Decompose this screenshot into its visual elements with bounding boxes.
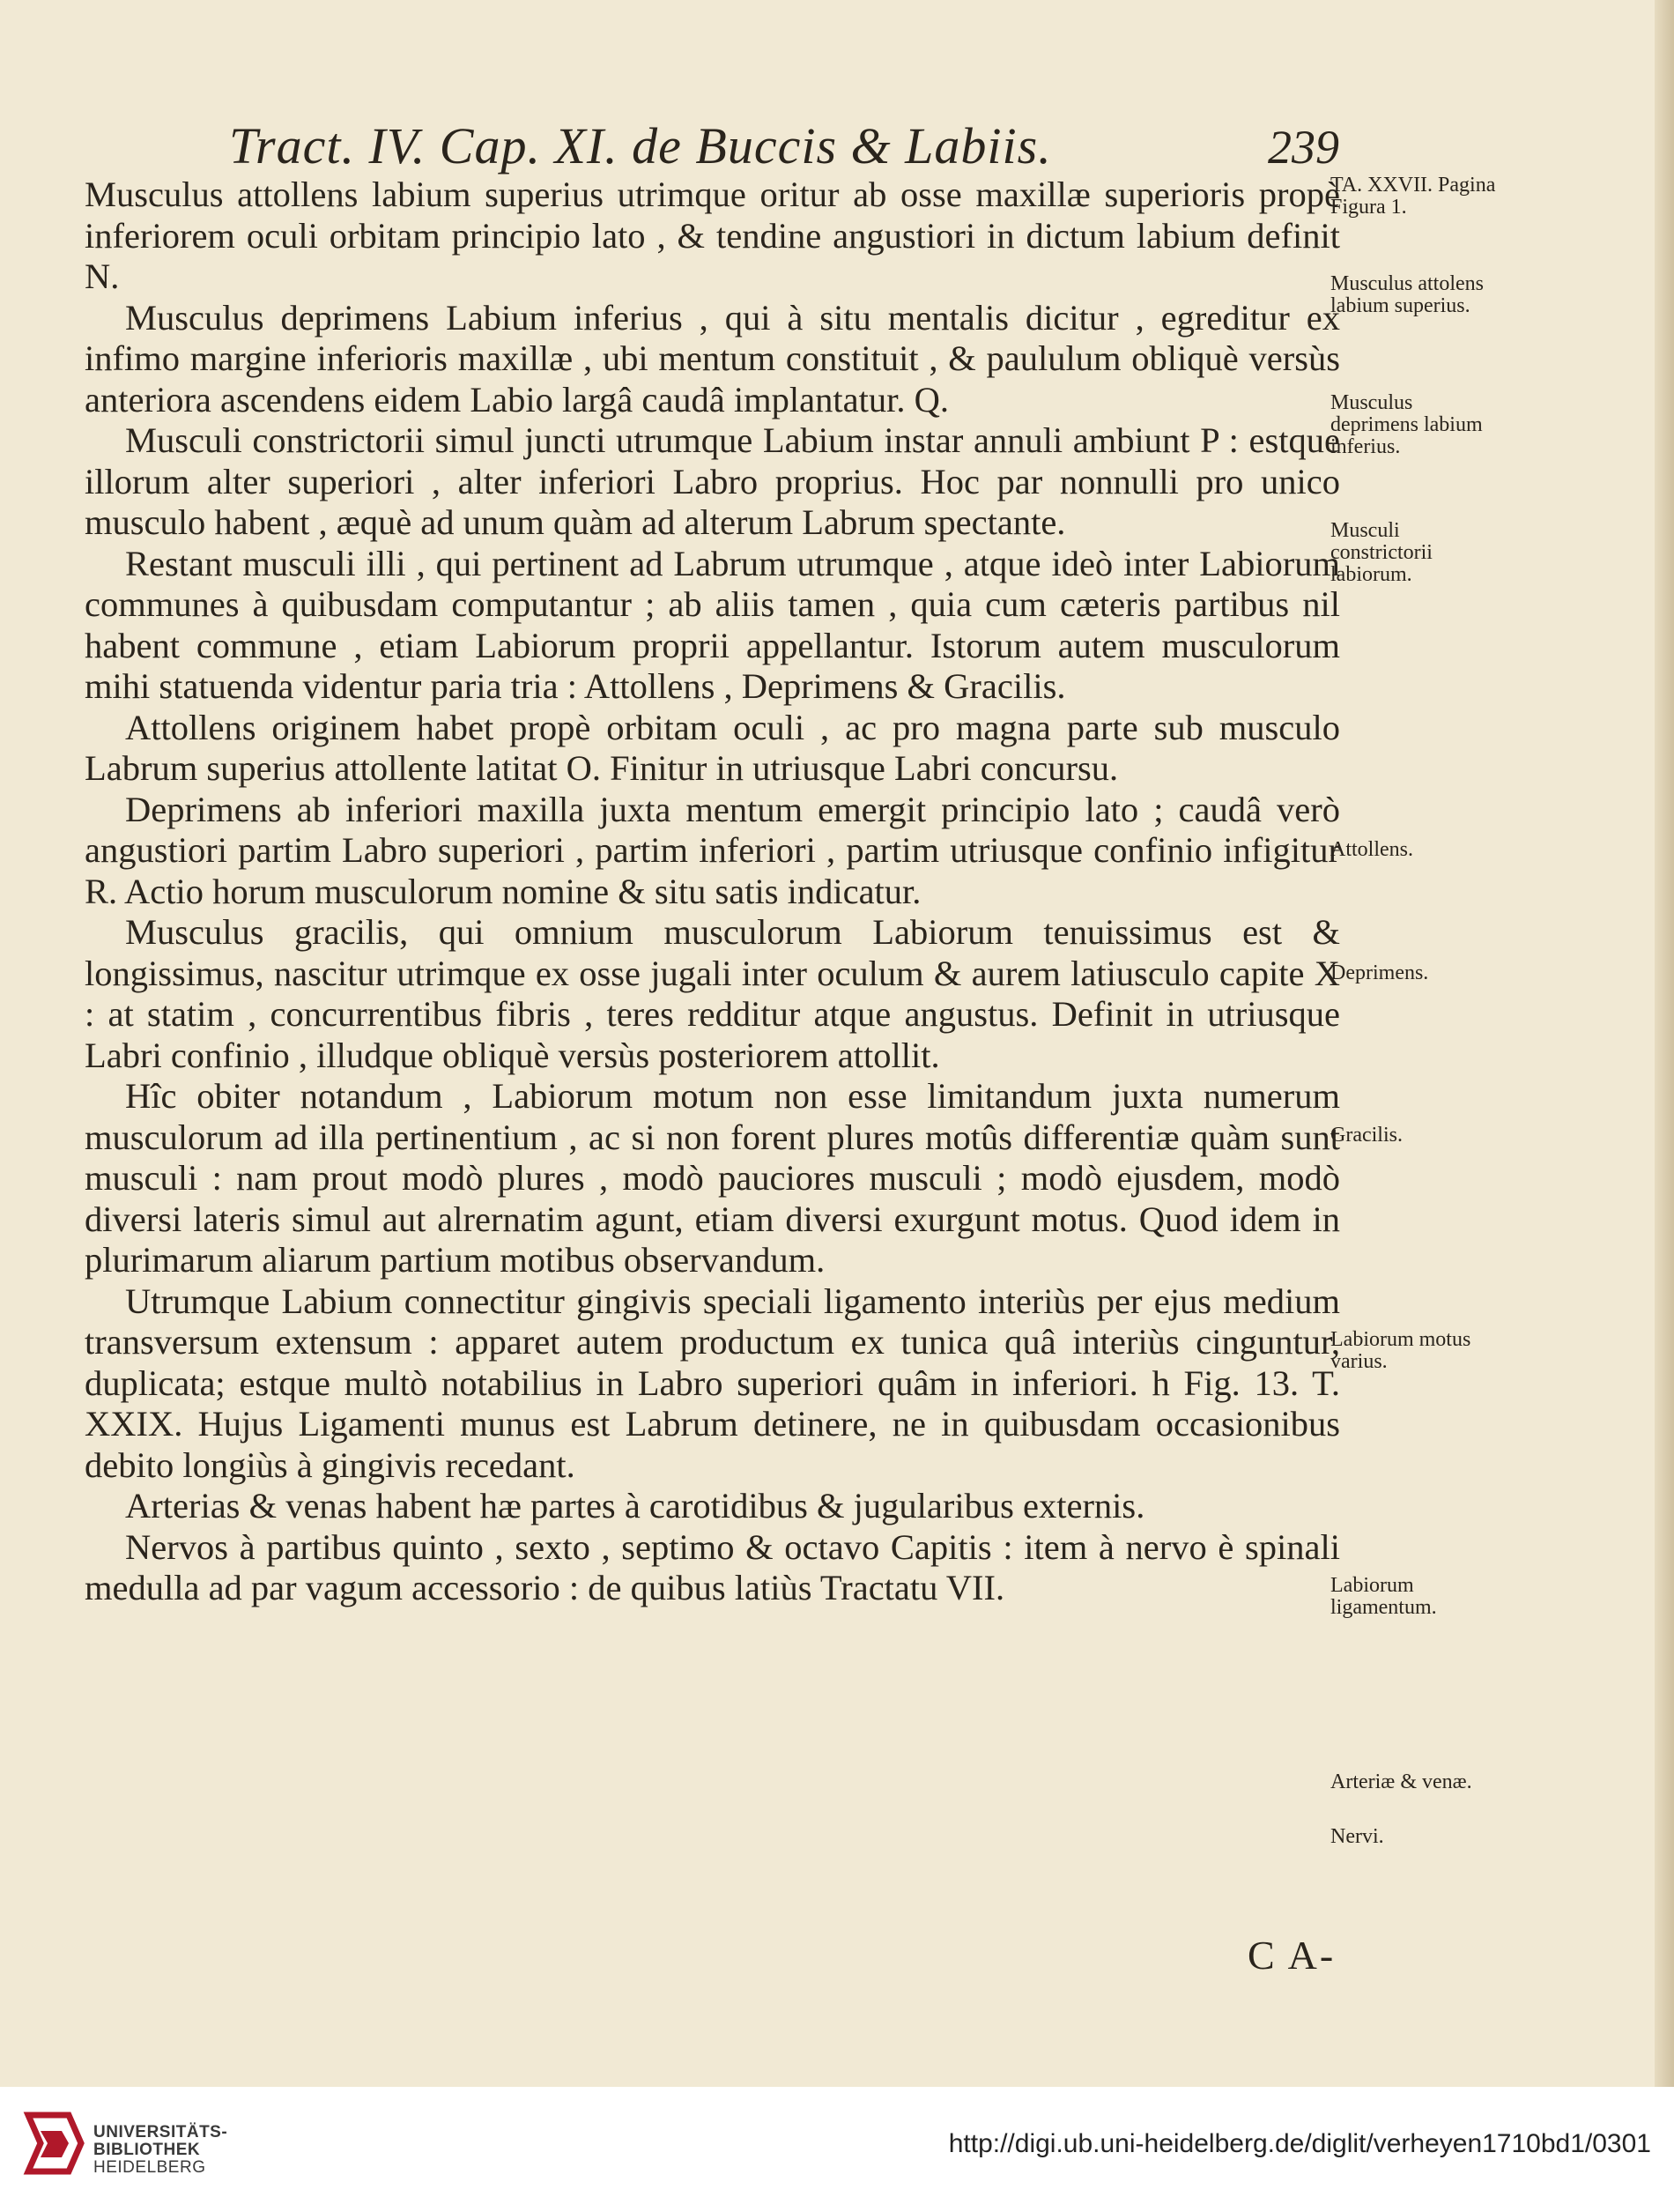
paragraph: Arterias & venas habent hæ partes à carotidibus & jugularibus externis. — [125, 1486, 1145, 1525]
margin-note: Labiorum motus varius. — [1330, 1328, 1471, 1373]
paragraph: Musculus attollens labium superius utrimque oritur ab osse maxillæ superioris propè inferiorem oculi orbitam principio lato , & tendine angustiori in dictum labium definit N. — [85, 174, 1340, 296]
page-edge — [1655, 0, 1674, 2087]
margin-note: Nervi. — [1330, 1825, 1384, 1848]
paragraph: Musculus gracilis, qui omnium musculorum Labiorum tenuissimus est & longissimus, nascitur utrimque ex osse jugali inter oculum & aurem latiusculo capite X : at statim , concurrentibus fibris , teres redditur atque angustus. Definit in utriusque Labri confinio , illudque obliquè versùs posteriorem attollit. — [85, 912, 1340, 1075]
margin-note: Labiorum ligamentum. — [1330, 1574, 1437, 1619]
margin-note: Musculus attolens labium superius. — [1330, 272, 1484, 317]
paragraph: Attollens originem habet propè orbitam oculi , ac pro magna parte sub musculo Labrum superius attollente latitat O. Finitur in utriusque Labri concursu. — [85, 707, 1340, 788]
margin-note: Attollens. — [1330, 838, 1413, 861]
page-header — [229, 116, 1339, 178]
paragraph: Deprimens ab inferiori maxilla juxta mentum emergit principio lato ; caudâ verò angustiori partim Labro superiori , partim inferiori , partim utriusque confinio infigitur R. Actio horum musculorum nomine & situ satis indicatur. — [85, 789, 1340, 911]
page-number: 239 — [1268, 121, 1339, 174]
margin-note: Gracilis. — [1330, 1124, 1403, 1147]
paragraph: Restant musculi illi , qui pertinent ad Labrum utrumque , atque ideò inter Labiorum communes à quibusdam computantur ; ab aliis tamen , quia cum cæteris partibus nil habent commune , etiam Labiorum proprii appellantur. Istorum autem musculorum mihi statuenda videntur paria tria : Attollens , Deprimens & Gracilis. — [85, 543, 1340, 706]
library-name-line: BIBLIOTHEK — [93, 2141, 201, 2159]
margin-note: Musculi constrictorii labiorum. — [1330, 519, 1433, 586]
main-text — [85, 174, 1340, 1609]
library-name-line: UNIVERSITÄTS- — [93, 2123, 228, 2141]
margin-note: Musculus deprimens labium inferius. — [1330, 391, 1483, 458]
catchword: C A- — [1248, 1933, 1337, 1978]
paragraph: Utrumque Labium connectitur gingivis speciali ligamento interiùs per ejus medium transversum extensum : apparet autem productum ex tunica quâ interiùs cinguntur, duplicata; estque multò notabilius in Labro superiori quâm in inferiori. h Fig. 13. T. XXIX. Hujus Ligamenti munus est Labrum detinere, ne in quibusdam occasionibus debito longiùs à gingivis recedant. — [85, 1280, 1340, 1485]
paragraph: Nervos à partibus quinto , sexto , septimo & octavo Capitis : item à nervo è spinali medulla ad par vagum accessorio : de quibus latiùs Tractatu VII. — [85, 1526, 1340, 1607]
margin-note: Arteriæ & venæ. — [1330, 1770, 1472, 1793]
permalink-url[interactable]: http://digi.ub.uni-heidelberg.de/diglit/verheyen1710bd1/0301 — [948, 2129, 1651, 2158]
running-title: Tract. IV. Cap. XI. de Buccis & Labiis. — [229, 117, 1052, 174]
margin-note: TA. XXVII. Pagina Figura 1. — [1330, 174, 1496, 219]
paragraph: Musculi constrictorii simul juncti utrumque Labium instar annuli ambiunt P : estque illorum alter superiori , alter inferiori Labro proprius. Hoc par nonnulli pro unico musculo habent , æquè ad unum quàm ad alterum Labrum spectante. — [85, 420, 1340, 542]
footer-bar — [0, 2087, 1674, 2212]
paragraph: Musculus deprimens Labium inferius , qui à situ mentalis dicitur , egreditur ex infimo margine inferioris maxillæ , ubi mentum constituit , & paululum obliquè versùs anteriora ascendens eidem Labio largâ caudâ implantatur. Q. — [85, 297, 1340, 419]
library-name — [93, 2124, 227, 2177]
library-name-line: HEIDELBERG — [93, 2158, 206, 2177]
paragraph: Hîc obiter notandum , Labiorum motum non esse limitandum juxta numerum musculorum ad illa pertinentium , ac si non forent plures motûs differentiæ quàm sunt musculi : nam prout modò plures , modò pauciores musculi ; modò ejusdem, modò diversi lateris simul aut alrernatim agunt, etiam diversi exurgunt motus. Quod idem in plurimarum aliarum partium motibus observandum. — [85, 1076, 1340, 1280]
margin-note: Deprimens. — [1330, 961, 1429, 984]
university-logo-icon[interactable] — [23, 2108, 86, 2187]
